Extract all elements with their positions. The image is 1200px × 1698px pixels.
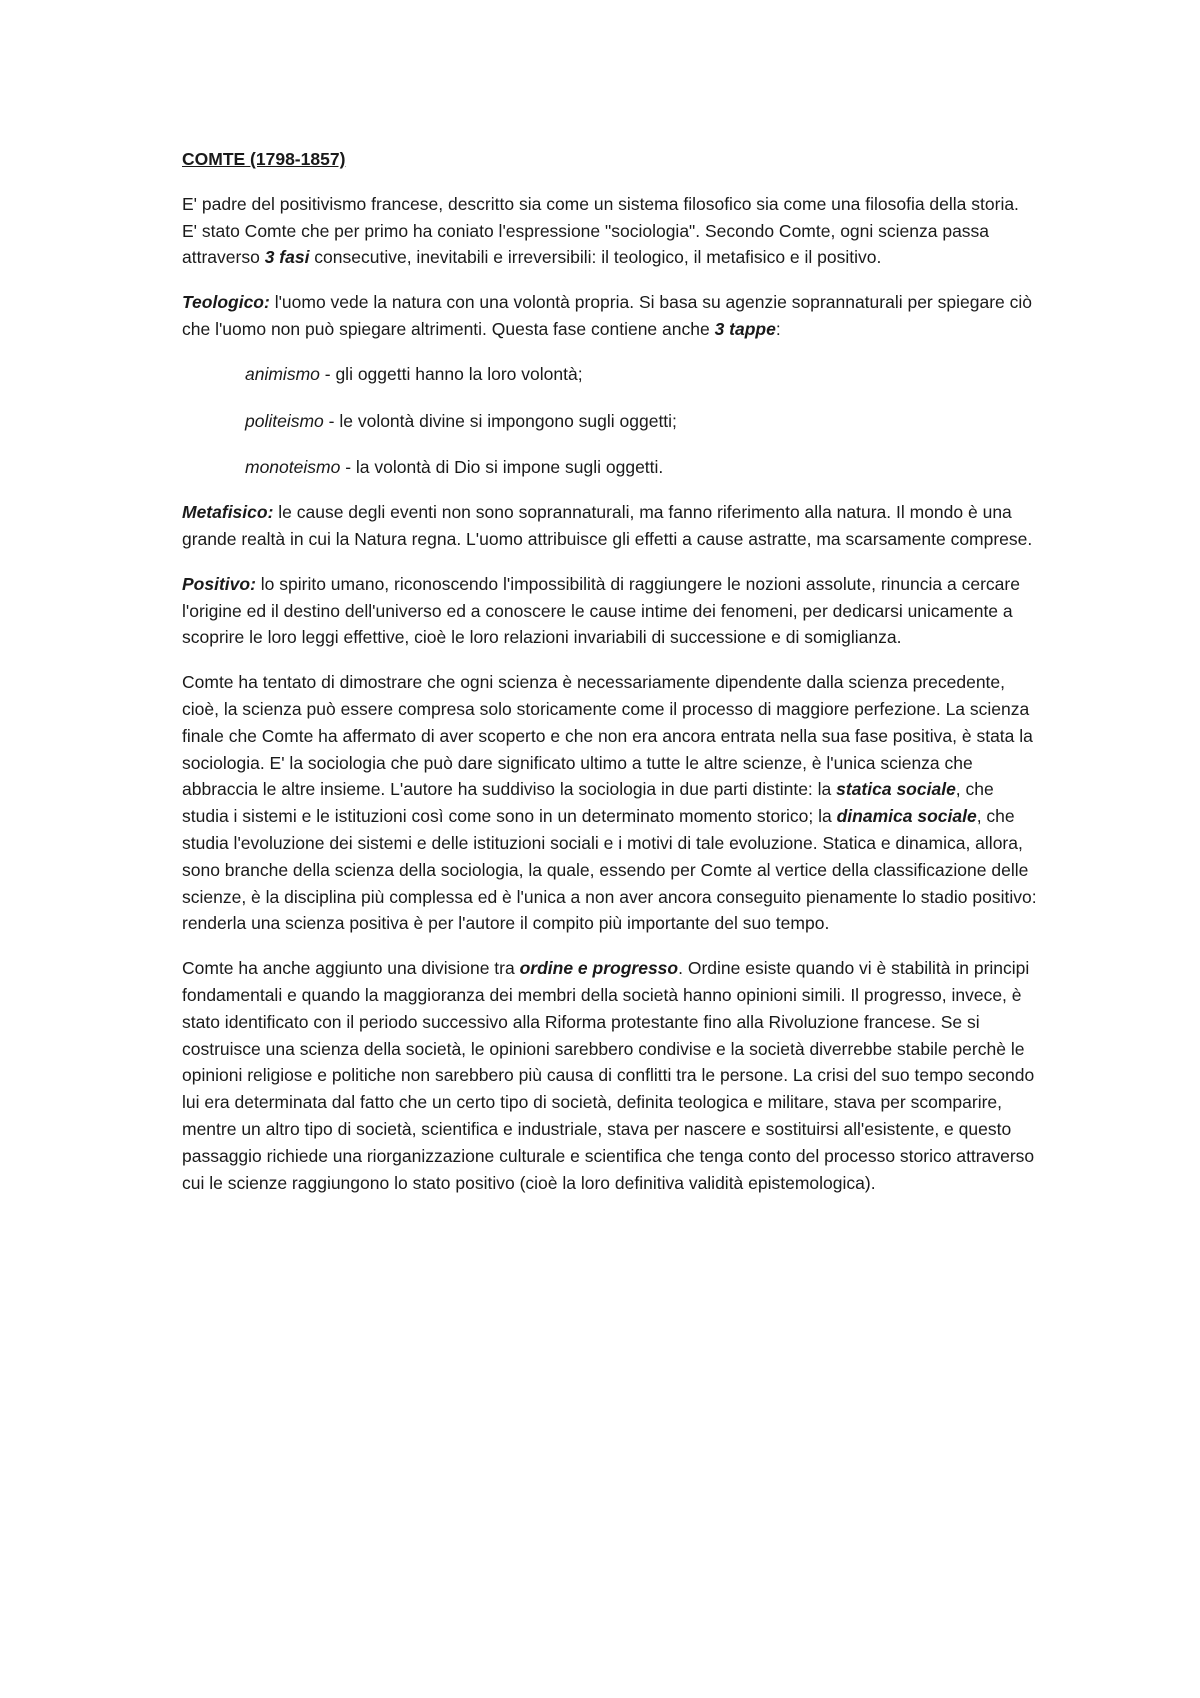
statica-sociale-term: statica sociale (836, 779, 956, 800)
teologico-text-2: : (775, 318, 781, 339)
ordine-e-progresso-term: ordine e progresso (519, 958, 679, 979)
intro-emphasis-3-fasi: 3 fasi (264, 247, 310, 268)
dinamica-sociale-term: dinamica sociale (836, 806, 977, 827)
teologico-label: Teologico: (182, 292, 270, 313)
ordine-text-2: . Ordine esiste quando vi è stabilità in principi fondamentali e quando la maggioranza dei membri della società hanno opinioni simili. Il progresso, invece, è stato identificato con il periodo successivo alla Riforma protestante fino alla Rivoluzione francese. Se si costruisce una scienza della società, le opinioni sarebbero condivise e la società diverrebbe stabile perchè le opinioni religiose e politiche non sarebbero più causa di conflitti tra le persone. La crisi del suo tempo secondo lui era determinata dal fatto che un certo tipo di società, definita teologica e militare, stava per scomparire, mentre un altro tipo di società, scientifica e industriale, stava per nascere e sostituirsi all'esistente, e questo passaggio richiede una riorganizzazione culturale e scientifica che tenga conto del processo storico attraverso cui le scienze raggiungono lo stato positivo (cioè la loro definitiva validità epistemologica). (182, 958, 1035, 1193)
positivo-paragraph (182, 571, 1038, 651)
metafisico-text: le cause degli eventi non sono soprannaturali, ma fanno riferimento alla natura. Il mondo è una grande realtà in cui la Natura regna. L'uomo attribuisce gli effetti a cause astratte, ma scarsamente comprese. (182, 502, 1033, 549)
tappa-text: - gli oggetti hanno la loro volontà; (319, 363, 583, 384)
intro-paragraph (182, 191, 1038, 271)
ordine-paragraph (182, 955, 1038, 1196)
teologico-emphasis-3-tappe: 3 tappe (714, 318, 776, 339)
positivo-text: lo spirito umano, riconoscendo l'impossibilità di raggiungere le nozioni assolute, rinuncia a cercare l'origine ed il destino dell'universo ed a conoscere le cause intime dei fenomeni, per dedicarsi unicamente a scoprire le loro leggi effettive, cioè le loro relazioni invariabili di successione e di somiglianza. (182, 573, 1020, 648)
tappa-animismo (245, 361, 1038, 388)
metafisico-paragraph (182, 499, 1038, 553)
metafisico-label: Metafisico: (182, 502, 274, 523)
sociologia-text-2: , che studia i sistemi e le istituzioni così come sono in un determinato momento storico; la (182, 779, 994, 827)
document-title: COMTE (1798-1857) (182, 149, 346, 169)
tappa-term: monoteismo (245, 457, 341, 478)
positivo-label: Positivo: (182, 573, 256, 594)
sociologia-text-1: Comte ha tentato di dimostrare che ogni scienza è necessariamente dipendente dalla scienza precedente, cioè, la scienza può essere compresa solo storicamente come il processo di maggiore perfezione. La scienza finale che Comte ha affermato di aver scoperto e che non era ancora entrata nella sua fase positiva, è stata la sociologia. E' la sociologia che può dare significato ultimo a tutte le altre scienze, è l'unica scienza che abbraccia le altre insieme. L'autore ha suddiviso la sociologia in due parti distinte: la (182, 672, 1033, 800)
sociologia-paragraph (182, 669, 1038, 937)
intro-text-1: E' padre del positivismo francese, descritto sia come un sistema filosofico sia come una filosofia della storia. E' stato Comte che per primo ha coniato l'espressione "sociologia". Secondo Comte, ogni scienza passa attraverso (182, 193, 1019, 268)
document-page (182, 146, 1038, 1214)
sociologia-text-3: , che studia l'evoluzione dei sistemi e delle istituzioni sociali e i motivi di tale evoluzione. Statica e dinamica, allora, sono branche della scienza della sociologia, la quale, essendo per Comte al vertice della classificazione delle scienze, è la disciplina più complessa ed è l'unica a non aver ancora conseguito pienamente lo stadio positivo: renderla una scienza positiva è per l'autore il compito più importante del suo tempo. (182, 806, 1037, 934)
intro-text-2: consecutive, inevitabili e irreversibili: il teologico, il metafisico e il positivo. (309, 247, 882, 268)
tappa-politeismo (245, 408, 1038, 435)
tappa-term: animismo (245, 363, 320, 384)
tappa-term: politeismo (245, 410, 324, 431)
tappa-text: - le volontà divine si impongono sugli oggetti; (323, 410, 677, 431)
ordine-text-1: Comte ha anche aggiunto una divisione tra (182, 958, 520, 979)
teologico-paragraph (182, 289, 1038, 343)
teologico-text-1: l'uomo vede la natura con una volontà propria. Si basa su agenzie soprannaturali per spiegare ciò che l'uomo non può spiegare altrimenti. Questa fase contiene anche (182, 292, 1032, 339)
tappa-monoteismo (245, 454, 1038, 481)
tappa-text: - la volontà di Dio si impone sugli oggetti. (340, 457, 664, 478)
